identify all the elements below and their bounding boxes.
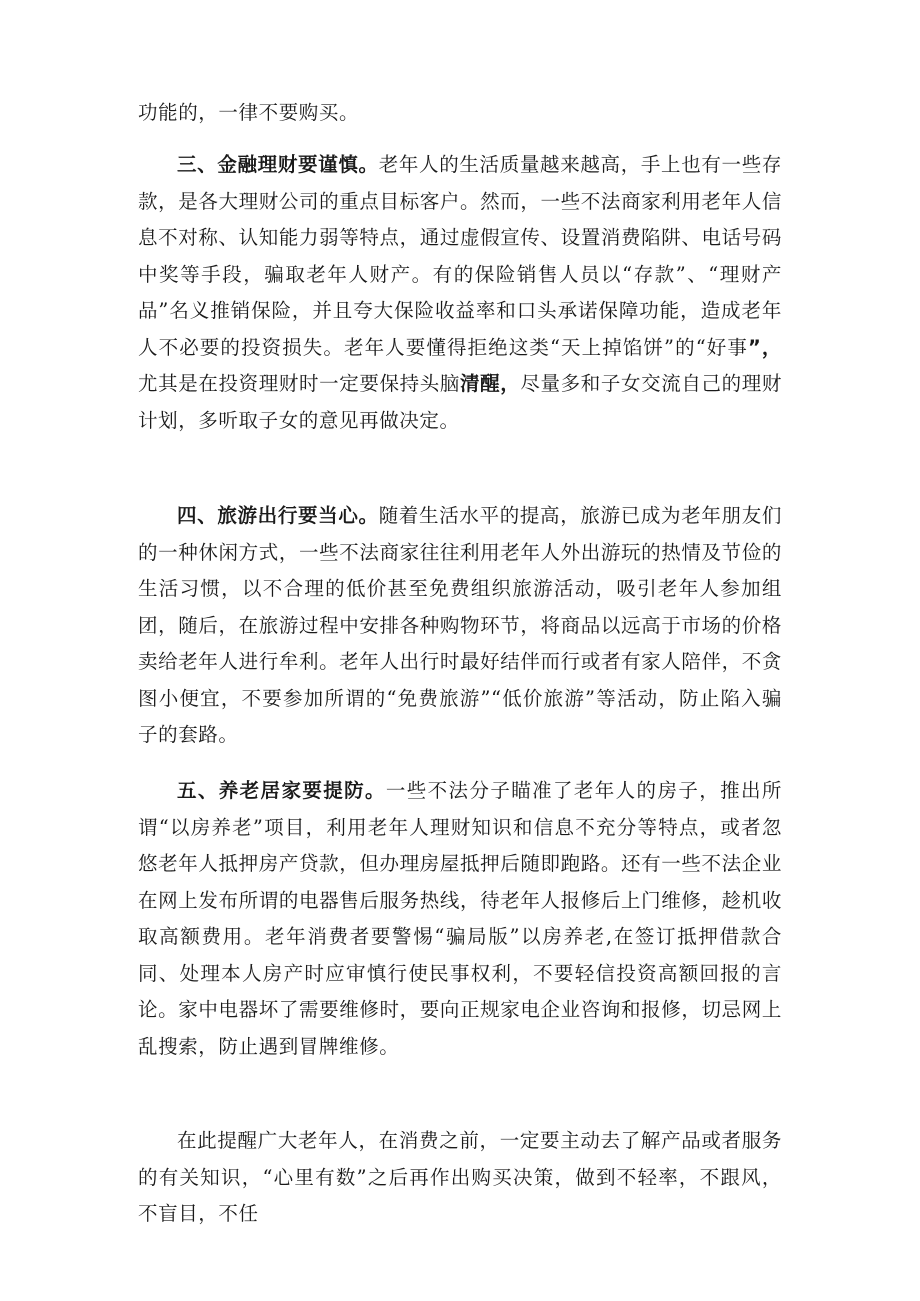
section-3-body-a: 老年人的生活质量越来越高，手上也有一些存款，是各大理财公司的重点目标客户。然而，一些不法商家利用老年人信息不对称、认知能力弱等特点，通过虚假宣传、设置消费陷阱、电话号码中奖等手段，骗取老年人财产。有的保险销售人员以“存款”、“理财产品”名义推销保险，并且夸大保险收益率和口头承诺保障功能，造成老年人不必要的投资损失。老年人要懂得拒绝这类“天上掉馅饼”的“好事 [138, 153, 782, 359]
section-5-heading: 五、养老居家要提防。 [177, 779, 386, 802]
section-5-body: 一些不法分子瞄准了老年人的房子，推出所谓“以房养老”项目，利用老年人理财知识和信息不充分等特点，或者忽悠老年人抵押房产贷款，但办理房屋抵押后随即跑路。还有一些不法企业在网上发布所谓的电器售后服务热线，待老年人报修后上门维修，趁机收取高额费用。老年消费者要警惕“骗局版”以房养老,在签订抵押借款合同、处理本人房产时应审慎行使民事权利，不要轻信投资高额回报的言论。家中电器坏了需要维修时，要向正规家电企业咨询和报修，切忌网上乱搜索，防止遇到冒牌维修。 [138, 779, 782, 1058]
paragraph-section-3 [138, 147, 782, 439]
section-4-body: 随着生活水平的提高，旅游已成为老年朋友们的一种休闲方式，一些不法商家往往利用老年人外出游玩的热情及节俭的生活习惯，以不合理的低价甚至免费组织旅游活动，吸引老年人参加组团，随后，在旅游过程中安排各种购物环节，将商品以远高于市场的价格卖给老年人进行牟利。老年人出行时最好结伴而行或者有家人陪伴，不贪图小便宜，不要参加所谓的“免费旅游”“低价旅游”等活动，防止陷入骗子的套路。 [138, 504, 782, 746]
paragraph-section-4 [138, 498, 782, 754]
closing-body: 在此提醒广大老年人，在消费之前，一定要主动去了解产品或者服务的有关知识，“心里有数”之后再作出购买决策，做到不轻率，不跟风，不盲目，不任 [138, 1129, 782, 1225]
section-3-body-b: 尤其是在投资理财时一定要保持头脑 [138, 372, 460, 395]
section-3-heading: 三、金融理财要谨慎。 [177, 153, 379, 176]
paragraph-closing [138, 1123, 782, 1233]
fragment-text: 功能的，一律不要购买。 [138, 101, 360, 124]
paragraph-section-5 [138, 773, 782, 1065]
section-3-bold-punct: ”， [747, 335, 782, 359]
section-3-body-c: 尽量多和子女交流自己的理财计划，多听取子女的意见再做决定。 [138, 372, 782, 432]
section-3-bold-tail: 清醒， [460, 372, 521, 395]
section-4-heading: 四、旅游出行要当心。 [177, 504, 379, 527]
paragraph-fragment [138, 95, 782, 132]
